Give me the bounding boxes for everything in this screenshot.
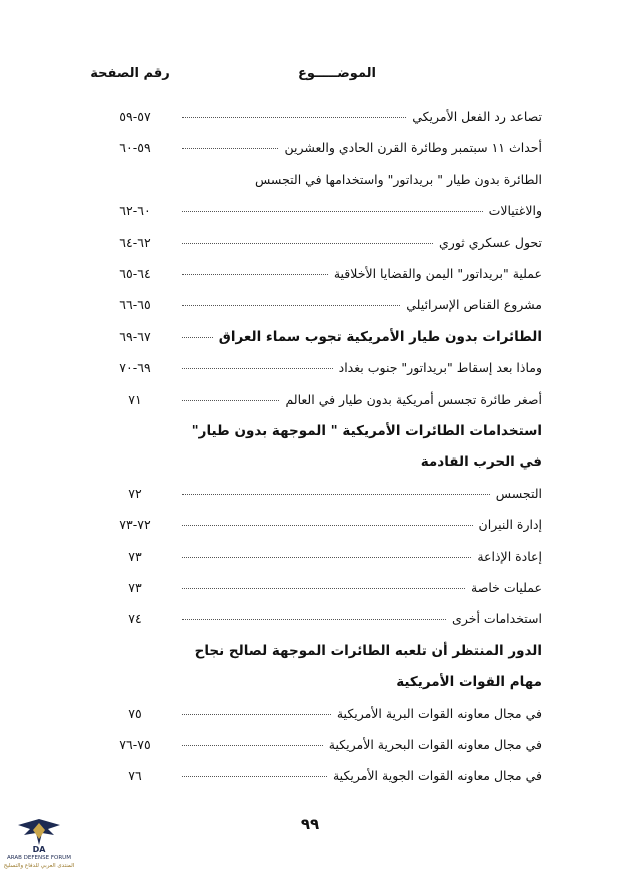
toc-entry-pages: ٥٧-٥٩ xyxy=(119,109,151,124)
toc-entry xyxy=(92,606,542,632)
toc-entry xyxy=(92,763,542,789)
toc-entry-title: في مجال معاونه القوات البحرية الأمريكية xyxy=(327,732,542,758)
dot-leader xyxy=(182,494,490,495)
toc-entry-title: عمليات خاصة xyxy=(469,575,542,601)
toc-entry-pages: ٦٧-٦٩ xyxy=(119,329,151,344)
dot-leader xyxy=(182,525,473,526)
toc-entry xyxy=(92,261,542,287)
toc-entry-title: عملية "بريداتور" اليمن والقضايا الأخلاقية xyxy=(332,261,542,287)
toc-entry-title: في مجال معاونه القوات البرية الأمريكية xyxy=(335,701,542,727)
toc-entry xyxy=(92,575,542,601)
toc-entry xyxy=(92,167,542,193)
toc-entry-pages: ٧١ xyxy=(128,392,142,407)
toc-entry-pages: ٦٩-٧٠ xyxy=(119,360,151,375)
toc-entry xyxy=(92,701,542,727)
dot-leader xyxy=(182,305,400,306)
toc-entry xyxy=(92,481,542,507)
topic-column-header: الموضـــــوع xyxy=(297,66,376,81)
toc-entry-pages: ٧٤ xyxy=(128,611,142,626)
dot-leader xyxy=(182,588,465,589)
dot-leader xyxy=(182,400,279,401)
toc-entry-title: الطائرة بدون طيار " بريداتور" واستخدامها في التجسس xyxy=(253,167,542,193)
watermark-arabic: المنتدى العربي للدفاع والتسليح xyxy=(3,863,75,869)
toc-entry xyxy=(92,198,542,224)
toc-entry xyxy=(92,512,542,538)
toc-entry xyxy=(92,387,542,413)
toc-entry-pages: ٧٥-٧٦ xyxy=(119,737,151,752)
toc-entry-title: الدور المنتظر أن تلعبه الطائرات الموجهة لصالح نجاح xyxy=(193,638,542,664)
toc-entry-pages: ٦٥-٦٦ xyxy=(119,297,151,312)
toc-entry-pages: ٧٢ xyxy=(128,486,142,501)
toc-entry xyxy=(92,292,542,318)
toc-entry xyxy=(92,104,542,130)
watermark-name: ARAB DEFENSE FORUM xyxy=(7,855,71,861)
toc-entry-pages: ٥٩-٦٠ xyxy=(119,140,151,155)
toc-entry-title: استخدامات الطائرات الأمريكية " الموجهة بدون طيار" xyxy=(190,418,542,444)
dot-leader xyxy=(182,148,278,149)
toc-entry-pages: ٧٥ xyxy=(128,706,142,721)
toc-entry-title: أحداث ١١ سبتمبر وطائرة القرن الحادي والعشرين xyxy=(282,135,542,161)
toc-section-heading xyxy=(92,324,542,350)
dot-leader xyxy=(182,117,406,118)
toc-section-heading xyxy=(92,638,542,664)
dot-leader xyxy=(182,337,213,338)
toc-entry-pages: ٦٤-٦٥ xyxy=(119,266,151,281)
toc-entry-title: أصغر طائرة تجسس أمريكية بدون طيار في العالم xyxy=(283,387,542,413)
toc-entry-title: في مجال معاونه القوات الجوية الأمريكية xyxy=(331,763,542,789)
toc-section-heading xyxy=(92,449,542,475)
toc-entry-title: إعادة الإذاعة xyxy=(475,544,542,570)
forum-watermark-logo xyxy=(0,815,78,878)
toc-section-heading xyxy=(92,418,542,444)
dot-leader xyxy=(182,745,323,746)
dot-leader xyxy=(182,243,433,244)
toc-entry-title: والاغتيالات xyxy=(487,198,542,224)
toc-entry-pages: ٦٠-٦٢ xyxy=(119,203,151,218)
dot-leader xyxy=(182,557,471,558)
dot-leader xyxy=(182,368,333,369)
toc-entry xyxy=(92,230,542,256)
toc-entry-title: إدارة النيران xyxy=(477,512,542,538)
toc-entry-title: تصاعد رد الفعل الأمريكي xyxy=(410,104,542,130)
toc-entry-pages: ٧٣ xyxy=(128,580,142,595)
eagle-emblem-icon xyxy=(14,815,64,847)
page-number: ٩٩ xyxy=(300,815,320,833)
page-number-column-header: رقم الصفحة xyxy=(90,66,170,81)
watermark-sub: DA xyxy=(32,845,46,854)
toc-entry-title: استخدامات أخرى xyxy=(450,606,542,632)
toc-entry xyxy=(92,355,542,381)
toc-entry xyxy=(92,544,542,570)
toc-entry-title: الطائرات بدون طيار الأمريكية تجوب سماء العراق xyxy=(217,324,542,350)
toc-entry-pages: ٧٢-٧٣ xyxy=(119,517,151,532)
toc-entry-title: وماذا بعد إسقاط "بريداتور" جنوب بغداد xyxy=(337,355,542,381)
toc-entry-pages: ٧٦ xyxy=(128,768,142,783)
toc-entry-title: التجسس xyxy=(494,481,542,507)
toc-entry-title: تحول عسكري ثوري xyxy=(437,230,542,256)
toc-entry-title: في الحرب القادمة xyxy=(419,449,542,475)
toc-entry-title: مهام القوات الأمريكية xyxy=(394,669,542,695)
toc-entry xyxy=(92,135,542,161)
toc-entry-title: مشروع القناص الإسرائيلي xyxy=(404,292,542,318)
toc-entry xyxy=(92,732,542,758)
dot-leader xyxy=(182,776,327,777)
dot-leader xyxy=(182,211,483,212)
dot-leader xyxy=(182,619,446,620)
toc-entry-pages: ٧٣ xyxy=(128,549,142,564)
dot-leader xyxy=(182,714,331,715)
dot-leader xyxy=(182,274,328,275)
toc-entry-pages: ٦٢-٦٤ xyxy=(119,235,151,250)
toc-section-heading xyxy=(92,669,542,695)
